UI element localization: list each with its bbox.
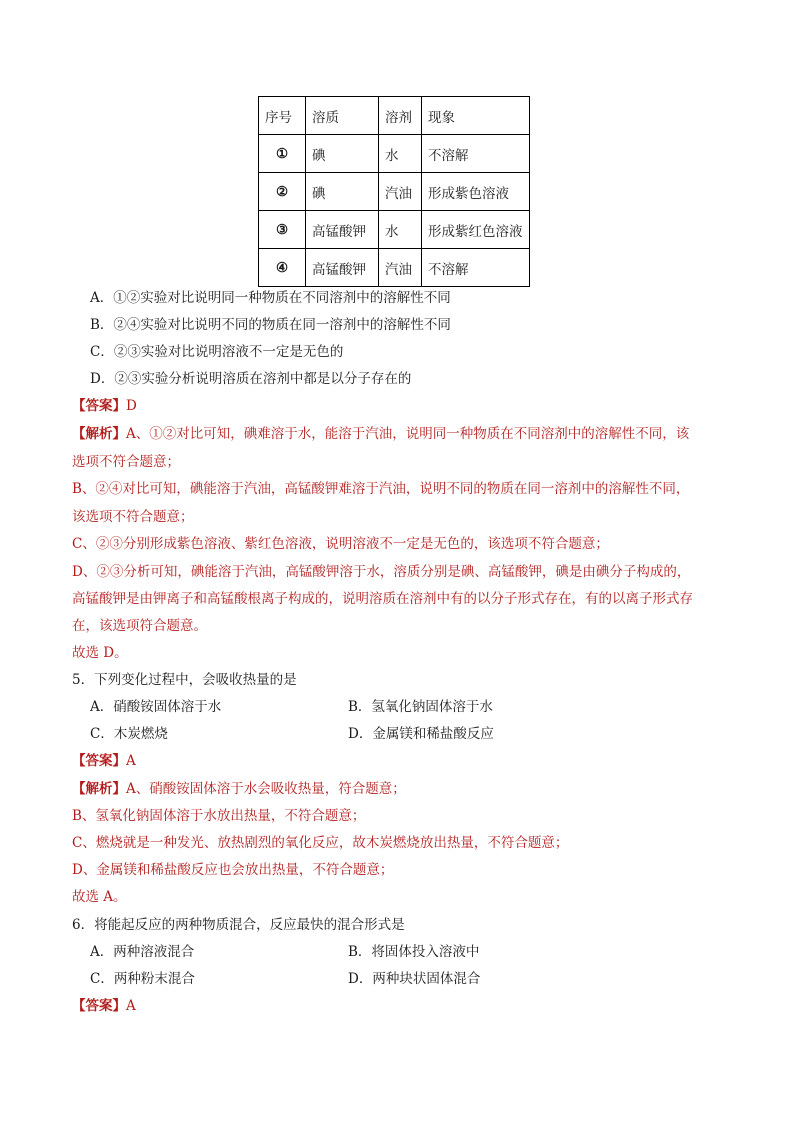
analysis-line: 在，该选项符合题意。 <box>72 618 207 634</box>
question-stem: 5．下列变化过程中，会吸收热量的是 <box>72 672 297 688</box>
table-cell: 水 <box>379 211 422 249</box>
option-a: A．硝酸铵固体溶于水 <box>90 699 222 715</box>
table-cell: 碘 <box>306 173 379 211</box>
answer-value: A <box>126 998 136 1014</box>
table-cell: ② <box>259 173 306 211</box>
answer-line <box>72 751 732 771</box>
experiment-table <box>258 96 530 287</box>
option-a: A．两种溶液混合 <box>90 944 195 960</box>
header-cell: 溶剂 <box>379 97 422 135</box>
analysis-line: D、②③分析可知，碘能溶于汽油，高锰酸钾溶于水，溶质分别是碘、高锰酸钾，碘是由碘分子构成的， <box>72 564 691 580</box>
table-cell: ③ <box>259 211 306 249</box>
table-row <box>259 249 530 287</box>
table-cell: 水 <box>379 135 422 173</box>
analysis-line: 选项不符合题意； <box>72 454 180 470</box>
analysis-label: 【解析】 <box>72 781 126 797</box>
option-b: B．氢氧化钠固体溶于水 <box>348 699 493 715</box>
option-c: C．②③实验对比说明溶液不一定是无色的 <box>90 344 344 360</box>
analysis-line <box>72 424 732 444</box>
table-cell: 高锰酸钾 <box>306 249 379 287</box>
table-row <box>259 173 530 211</box>
option-b: B．②④实验对比说明不同的物质在同一溶剂中的溶解性不同 <box>90 317 451 333</box>
answer-value: D <box>126 398 137 414</box>
answer-line <box>72 996 732 1016</box>
analysis-line: C、燃烧就是一种发光、放热剧烈的氧化反应，故木炭燃烧放出热量，不符合题意； <box>72 835 569 851</box>
option-d: D．金属镁和稀盐酸反应 <box>348 726 494 742</box>
option-d: D．两种块状固体混合 <box>348 971 481 987</box>
table-cell: 汽油 <box>379 173 422 211</box>
answer-value: A <box>126 753 136 769</box>
question-stem: 6．将能起反应的两种物质混合，反应最快的混合形式是 <box>72 917 405 933</box>
analysis-line: D、金属镁和稀盐酸反应也会放出热量，不符合题意； <box>72 862 394 878</box>
table-cell: ① <box>259 135 306 173</box>
analysis-line <box>72 779 732 799</box>
analysis-line: 该选项不符合题意； <box>72 509 194 525</box>
option-c: C．两种粉末混合 <box>90 971 195 987</box>
option-d: D．②③实验分析说明溶质在溶剂中都是以分子存在的 <box>90 371 412 387</box>
answer-label: 【答案】 <box>72 398 126 414</box>
table-row <box>259 211 530 249</box>
header-cell: 溶质 <box>306 97 379 135</box>
conclusion: 故选 D。 <box>72 645 128 661</box>
header-cell: 现象 <box>422 97 530 135</box>
analysis-line: B、氢氧化钠固体溶于水放出热量，不符合题意； <box>72 808 366 824</box>
table-cell: 汽油 <box>379 249 422 287</box>
conclusion: 故选 A。 <box>72 889 127 905</box>
table-cell: 碘 <box>306 135 379 173</box>
table-cell: 高锰酸钾 <box>306 211 379 249</box>
analysis-line: 高锰酸钾是由钾离子和高锰酸根离子构成的，说明溶质在溶剂中有的以分子形式存在，有的以离子形式存 <box>72 591 693 607</box>
table-cell: 形成紫红色溶液 <box>422 211 530 249</box>
table-cell: 不溶解 <box>422 135 530 173</box>
analysis-label: 【解析】 <box>72 426 126 442</box>
header-cell: 序号 <box>259 97 306 135</box>
option-c: C．木炭燃烧 <box>90 726 168 742</box>
analysis-text: A、①②对比可知，碘难溶于水，能溶于汽油，说明同一种物质在不同溶剂中的溶解性不同，该 <box>126 426 690 442</box>
answer-label: 【答案】 <box>72 998 126 1014</box>
analysis-text: A、硝酸铵固体溶于水会吸收热量，符合题意； <box>126 781 406 797</box>
analysis-line: B、②④对比可知，碘能溶于汽油，高锰酸钾难溶于汽油，说明不同的物质在同一溶剂中的溶解性不同， <box>72 481 690 497</box>
option-b: B．将固体投入溶液中 <box>348 944 480 960</box>
answer-label: 【答案】 <box>72 753 126 769</box>
table-cell: ④ <box>259 249 306 287</box>
table-cell: 不溶解 <box>422 249 530 287</box>
table-row <box>259 135 530 173</box>
option-a: A．①②实验对比说明同一种物质在不同溶剂中的溶解性不同 <box>90 290 451 306</box>
analysis-line: C、②③分别形成紫色溶液、紫红色溶液，说明溶液不一定是无色的，该选项不符合题意； <box>72 536 609 552</box>
table-header-row <box>259 97 530 135</box>
answer-line <box>72 396 732 416</box>
table-cell: 形成紫色溶液 <box>422 173 530 211</box>
